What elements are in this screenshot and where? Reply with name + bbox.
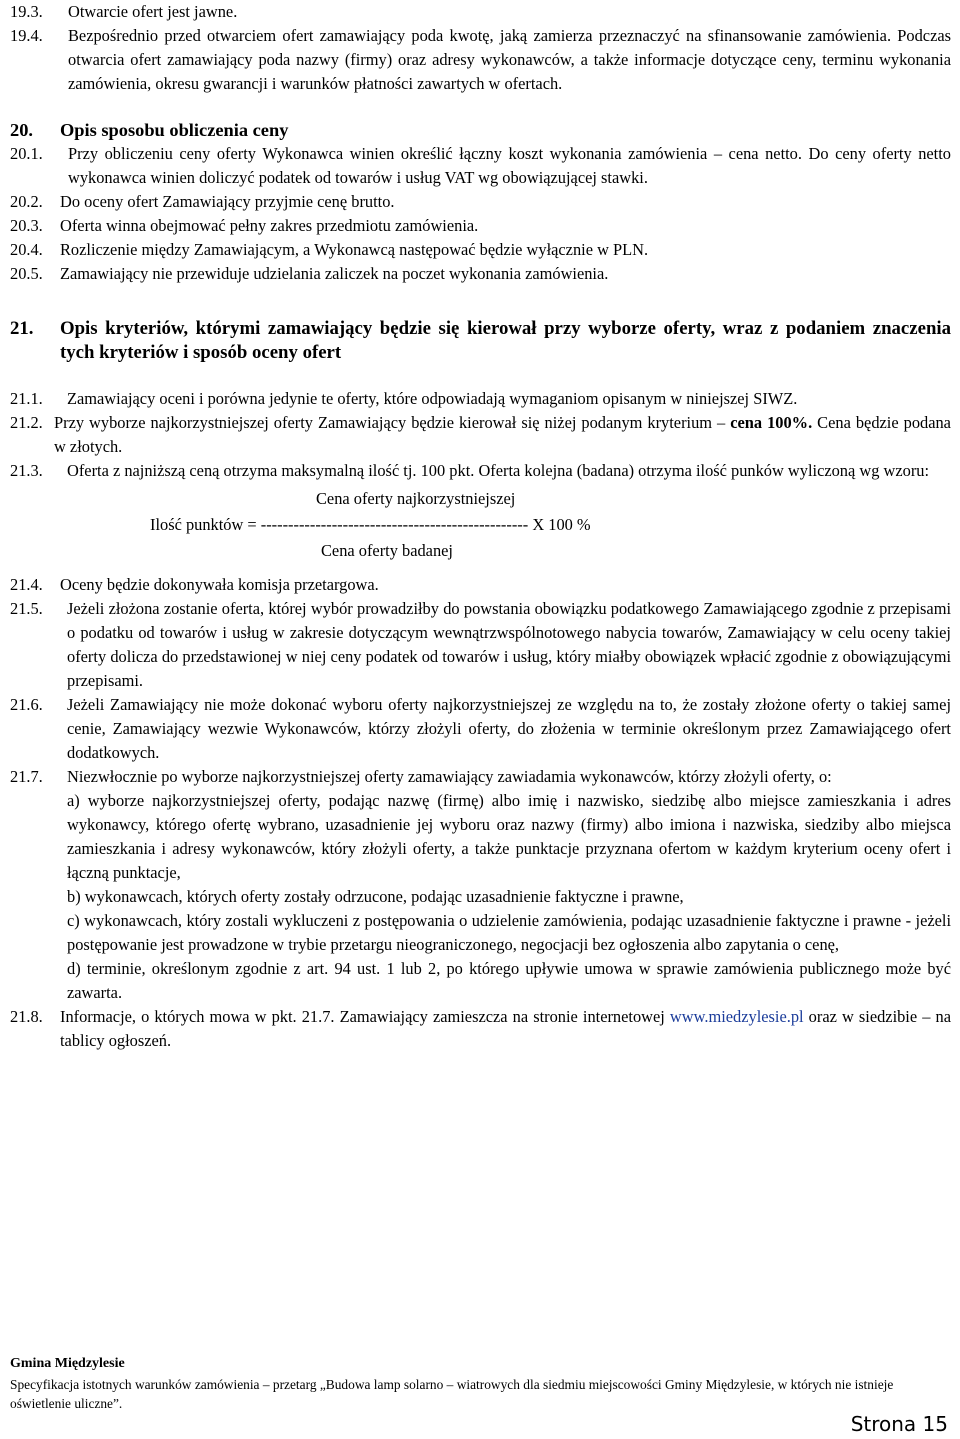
paragraph-text: Jeżeli złożona zostanie oferta, której wybór prowadziłby do powstania obowiązku podatkowego Zamawiającego zgodnie z przepisami o podatku od towarów i usług w zakresie dotyczącym wewnątrzwspólnotowego nabycia towarów, Zamawiający w celu oceny takiej oferty dolicza do przedstawionej w niej ceny podatek od towarów i usług, który miałby obowiązek wpłacić zgodnie z obowiązującymi przepisami. [67,599,951,690]
paragraph-number: 20.1. [10,144,43,163]
section-number: 21. [10,318,34,339]
paragraph-number: 21.8. [10,1007,43,1026]
formula-line: Ilość punktów = ------------------------------------------------- X 100 % [150,515,591,534]
page-body [10,0,951,1053]
section-20-heading [10,118,951,142]
paragraph-text: Zamawiający nie przewiduje udzielania zaliczek na poczet wykonania zamówienia. [60,264,609,283]
paragraph-20-5 [10,262,951,286]
paragraph-number: 21.5. [10,599,43,618]
footer-organization: Gmina Międzylesie [10,1356,125,1371]
paragraph-number: 21.6. [10,695,43,714]
paragraph-21-4 [10,573,951,597]
list-item-a: a) wyborze najkorzystniejszej oferty, podając nazwę (firmę) albo imię i nazwisko, siedzibę albo miejsce zamieszkania i adres wykonawcy, którego ofertę wybrano, uzasadnienie jej wyboru oraz nazwy (firmy) albo imiona i nazwiska, siedziby albo miejsca zamieszkania i adresy wykonawców, który złożyli oferty, a także punktacje przyznana ofertom w każdym kryterium oceny ofert i łączną punktacje, [67,791,951,882]
paragraph-text: Oferta winna obejmować pełny zakres przedmiotu zamówienia. [60,216,479,235]
paragraph-text: Do oceny ofert Zamawiający przyjmie cenę brutto. [60,192,395,211]
list-item-b: b) wykonawcach, których oferty zostały odrzucone, podając uzasadnienie faktyczne i prawne, [67,887,684,906]
paragraph-21-7 [10,765,951,1005]
paragraph-text: Oceny będzie dokonywała komisja przetargowa. [60,575,379,594]
footer-description: Specyfikacja istotnych warunków zamówienia – przetarg „Budowa lamp solarno – wiatrowych dla siedmiu miejscowości Gminy Międzylesie, w których nie istnieje oświetlenie uliczne”. [10,1377,894,1411]
paragraph-text: Przy obliczeniu ceny oferty Wykonawca winien określić łączny koszt wykonania zamówienia – cena netto. Do ceny oferty netto wykonawca winien doliczyć podatek od towarów i usług VAT wg obowiązującej stawki. [68,144,951,187]
paragraph-text-main: Przy wyborze najkorzystniejszej oferty Zamawiający będzie kierował się niżej podanym kryterium – [54,413,726,432]
paragraph-number: 21.2. [10,413,43,432]
section-title: Opis sposobu obliczenia ceny [60,120,289,140]
section-21-heading [10,317,951,365]
paragraph-number: 20.5. [10,264,43,283]
paragraph-number: 20.2. [10,192,43,211]
paragraph-21-1 [10,387,951,411]
page-number: Strona 15 [850,1412,948,1436]
paragraph-19-4 [10,24,951,96]
paragraph-number: 21.1. [10,389,43,408]
paragraph-21-5 [10,597,951,693]
list-item-d: d) terminie, określonym zgodnie z art. 94 ust. 1 lub 2, po którego upływie umowa w sprawie zamówienia publicznego może być zawarta. [67,959,951,1002]
paragraph-21-8 [10,1005,951,1053]
paragraph-text-tail: Cena będzie podana w złotych. [54,413,951,456]
paragraph-text: Zamawiający oceni i porówna jedynie te oferty, które odpowiadają wymaganiom opisanym w niniejszej SIWZ. [67,389,798,408]
paragraph-number: 20.3. [10,216,43,235]
paragraph-text [60,1005,951,1053]
paragraph-text [54,411,951,459]
website-link[interactable]: www.miedzylesie.pl [669,1007,804,1026]
paragraph-text: Jeżeli Zamawiający nie może dokonać wyboru oferty najkorzystniejszej ze względu na to, że zostały złożone oferty o takiej samej cenie, Zamawiający wezwie Wykonawców, którzy złożyli oferty, do złożenia w terminie określonym przez Zamawiającego ofert dodatkowych. [67,695,951,762]
page-footer [10,1354,951,1413]
paragraph-text-main: Informacje, o których mowa w pkt. 21.7. Zamawiający zamieszcza na stronie internetowej [60,1007,665,1026]
paragraph-20-3 [10,214,951,238]
paragraph-number: 19.4. [10,26,43,45]
section-number: 20. [10,120,33,140]
paragraph-text-tail: oraz w siedzibie – na tablicy ogłoszeń. [60,1007,951,1050]
paragraph-number: 21.7. [10,767,43,786]
paragraph-20-4 [10,238,951,262]
paragraph-20-1 [10,142,951,190]
formula-denominator: Cena oferty badanej [321,541,453,560]
paragraph-text: Niezwłocznie po wyborze najkorzystniejszej oferty zamawiający zawiadamia wykonawców, którzy złożyli oferty, o: [67,767,832,786]
paragraph-number: 21.3. [10,461,43,480]
paragraph-number: 21.4. [10,575,43,594]
paragraph-text: Rozliczenie między Zamawiającym, a Wykonawcą następować będzie wyłącznie w PLN. [60,240,649,259]
paragraph-number: 19.3. [10,2,43,21]
section-title: Opis kryteriów, którymi zamawiający będzie się kierował przy wyborze oferty, wraz z podaniem znaczenia tych kryteriów i sposób oceny ofert [60,318,951,363]
paragraph-number: 20.4. [10,240,43,259]
paragraph-20-2 [10,190,951,214]
paragraph-text: Oferta z najniższą ceną otrzyma maksymalną ilość tj. 100 pkt. Oferta kolejna (badana) otrzyma ilość punków wyliczoną wg wzoru: [67,461,930,480]
paragraph-21-6 [10,693,951,765]
list-item-c: c) wykonawcach, który zostali wykluczeni z postępowania o udzielenie zamówienia, podając uzasadnienie faktyczne i prawne - jeżeli postępowanie jest prowadzone w trybie przetargu nieograniczonego, negocjacji bez ogłoszenia albo zapytania o cenę, [67,911,951,954]
criterion-weight: cena 100%. [730,413,813,432]
paragraph-21-2 [10,411,951,459]
scoring-formula [10,483,951,563]
paragraph-21-3 [10,459,951,483]
paragraph-text: Otwarcie ofert jest jawne. [68,2,238,21]
paragraph-19-3 [10,0,951,24]
paragraph-body [67,765,951,1005]
paragraph-text: Bezpośrednio przed otwarciem ofert zamawiający poda kwotę, jaką zamierza przeznaczyć na sfinansowanie zamówienia. Podczas otwarcia ofert zamawiający poda nazwy (firmy) oraz adresy wykonawców, a także informacje dotyczące ceny, terminu wykonania zamówienia, okresu gwarancji i warunków płatności zawartych w ofertach. [68,26,951,93]
formula-numerator: Cena oferty najkorzystniejszej [316,489,516,508]
